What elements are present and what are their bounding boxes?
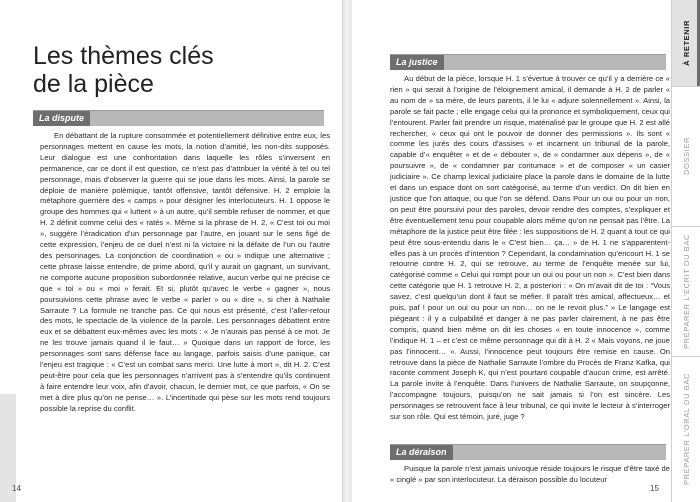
paragraph-dispute: En débattant de la rupture consommée et potentiellement définitive entre eux, les personnages mettent en cause les mots, la notion d’amitié, les non-dits supposés. Leur dialogue est une confrontation dans laquelle les rôles s’inversent en permanence, car ce dont il est question, ce n’est pas d’attribuer la vérité à tel ou tel personnage, mais d’observer la guerre qui se joue dans les mots. Ainsi, la parole se déploie de manière polémique, tantôt offensive, tantôt défensive. H. 2 emploie la métaphore guerrière des « camps » pour désigner les interlocuteurs. H. 1 oppose le groupe des hommes qui « luttent » à un autre, qu’il semble refuser de nommer, et que H. 2 définit comme celui des « ratés ». Même si la phrase de H. 2, « C’est toi ou moi », suggère l’éradication d’un personnage par l’autre, en jouant sur le sens figé de cette expression, l’enjeu de ce duel n’est ni la victoire ni la défaite de l’un ou l’autre des personnages. La conjonction de coordination « ou » indique une alternative ; cette phrase laisse entendre, de prime abord, qu’il y aurait un gagnant, un survivant, ne comporte aucune proposition subordonnée relative, aucun verbe qui ne précise ce que « toi » ou « moi » ferait. Et si, plutôt qu’avec le verbe « gagner », nous poursuivions cette phrase avec le verbe « parler » ou « dire », si cher à Nathalie Sarraute ? La formule ne tranche pas. Ce qui nous est présenté, c’est l’aller-retour des mots, le spectacle de la violence de la parole. Les personnages débattent entre eux et se débattent eux-mêmes avec les mots : « Je n’aurais pas pensé à ce mot. Je ne les trouve jamais quand il le faut… » Quoique dans un rapport de force, les personnages sont sans défense face au langage, parfois saisis d’une panique, car l’enjeu est tragique : « C’est un combat sans merci. Une lutte à mort », dit H. 2. C’est peut-être pour cela que les personnages n’arrivent pas à s’entendre qu’ils continuent à faire entendre leur voix, afin d’avoir, chacun, le dernier mot, ce que parfois, « On se met à dire plus qu’on ne pense… ». L’incertitude qui pèse sur les mots rend toujours possible la reprise du conflit. bbox=[40, 131, 330, 413]
tab-a-retenir[interactable] bbox=[672, 0, 700, 87]
right-page bbox=[352, 0, 700, 502]
side-tabs bbox=[671, 0, 700, 502]
section-header-justice bbox=[390, 54, 666, 70]
page-number-left: 14 bbox=[12, 484, 21, 493]
tab-label-preparer-ecrit: PRÉPARER L’ÉCRIT DU BAC bbox=[682, 233, 691, 349]
section-label-deraison: La déraison bbox=[390, 445, 453, 460]
page-title bbox=[33, 42, 214, 98]
left-page bbox=[0, 0, 342, 502]
tab-preparer-ecrit[interactable] bbox=[672, 226, 700, 357]
tab-preparer-oral[interactable] bbox=[672, 356, 700, 502]
tab-label-dossier: DOSSIER bbox=[682, 137, 691, 175]
section-header-dispute bbox=[33, 110, 324, 126]
paragraph-justice: Au début de la pièce, lorsque H. 1 s’évertue à trouver ce qu’il y a derrière ce « rien » qui serait à l’origine de l’éloignement amical, il demande à H. 2 de parler « au nom de » sa mère, de leurs parents, il le lui « adjure solennellement ». Ainsi, la parole se fait pacte ; elle engage celui qui la prononce et symboliquement, ceux qui l’entourent. Parler fait prendre un risque, matérialisé par le groupe que H. 2 est allé rechercher, « ceux qui ont le pouvoir de donner des permissions ». Ils sont « comme les jurés des cours d’assises » et incarnent un tribunal de la parole, capable d’« enquêter » et de « débouter », de « condamner aux dépens », de « poursuivre », de « condamner par contumace » et de composer « un casier judiciaire ». Ce champ lexical judiciaire place la parole dans le domaine de la lutte et dans un espace dont on sort catégorisé, au terme d’un verdict. On dit bien en justice que l’on attaque, ou que l’on se défend. Dans Pour un oui ou pour un non, on peut être poursuivi pour des paroles, devoir rendre des comptes, s’expliquer et être éventuellement tenu pour coupable alors même qu’on ne pensait pas l’être. La métaphore de la justice peut être filée : les suppositions de H. 2 quant à tout ce qui peut être sous-entendu dans le « C’est bien… ça… » de H. 1 ne s’apparentent-elles pas à un procès d’intention ? Cependant, la condamnation qu’encourt H. 1 se retourne contre H. 2, qui se retrouve, au terme de l’enquête menée sur lui, catégorisé comme « Celui qui rompt pour un oui ou pour un non ». C’est bien dans cette catégorie que H. 1 retrouve H. 2, a posteriori : « On m’avait dit de toi : “Vous savez, c’est quelqu’un dont il faut se méfier. Il paraît très amical, affectueux… et puis, paf ! pour un oui ou pour un non… on ne le revoit plus.” » Le langage est piégeant : il y a culpabilité et danger à ne pas parler clairement, à ne pas être compris, quand bien même on dit les choses « en toute innocence », comme l’indique H. 1 – et c’est ce même personnage qui dit à H. 2 « Mais voyons, ne joue pas l’innocent… ». Aussi, l’innocence peut toujours être remise en cause. On retrouve dans la pièce de Nathalie Sarraute l’ombre du Procès de Franz Kafka, qui raconte comment Joseph K, qui n’est pourtant coupable d’aucun crime, est arrêté. La parole invite à l’enquête. Dans l’univers de Nathalie Sarraute, on soupçonne, l’accompagne toujours, puisqu’on ne sait jamais si l’on est sincère. Les personnages se retrouvent face à leur tribunal, ce qui invite le lecteur à s’interroger sur son rôle. Qui est témoin, juré, juge ? bbox=[390, 74, 670, 422]
section-header-deraison bbox=[390, 444, 666, 460]
title-line-2: de la pièce bbox=[33, 70, 154, 98]
page-number-right: 15 bbox=[650, 484, 659, 493]
tab-label-preparer-oral: PRÉPARER L’ORAL DU BAC bbox=[682, 373, 691, 485]
tab-dossier[interactable] bbox=[672, 86, 700, 227]
section-label-justice: La justice bbox=[390, 55, 444, 70]
section-label-dispute: La dispute bbox=[33, 111, 90, 126]
book-gutter bbox=[342, 0, 352, 502]
paragraph-deraison: Puisque la parole n’est jamais univoque réside toujours le risque d’être taxé de « cinglé » par son interlocuteur. La déraison possible du locuteur bbox=[390, 464, 670, 484]
title-line-1: Les thèmes clés bbox=[33, 42, 214, 70]
tab-label-a-retenir: À RETENIR bbox=[682, 20, 691, 66]
